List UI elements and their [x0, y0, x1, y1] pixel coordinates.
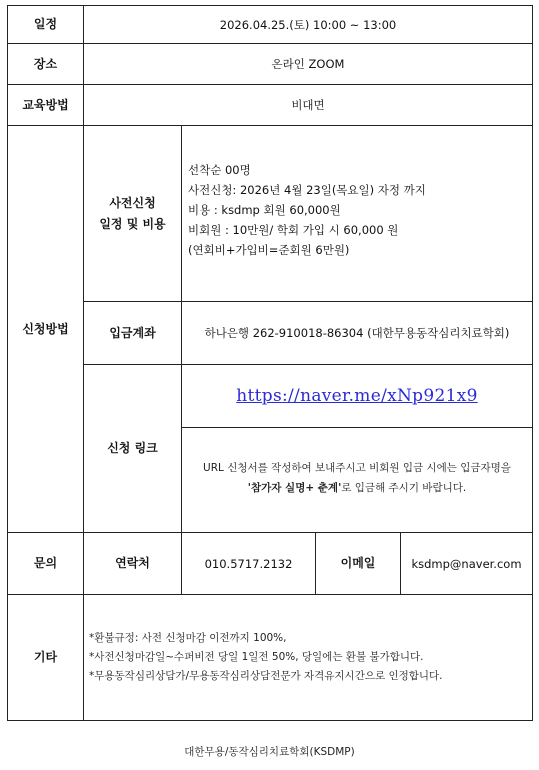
email-label: 이메일	[340, 556, 376, 570]
footer-organization: 대한무용/동작심리치료학회(KSDMP)	[184, 746, 355, 758]
link-note-rest: 로 입금해 주시기 바랍니다.	[341, 482, 467, 494]
schedule-line: 선착순 00명	[188, 163, 251, 177]
schedule-label-line2: 일정 및 비용	[99, 216, 166, 231]
etc-line: *무용동작심리상담가/무용동작심리상담전문가 자격유지시간으로 인정합니다.	[89, 670, 443, 682]
contact-label: 문의	[33, 556, 58, 570]
schedule-line: (연회비+가입비=준회원 6만원)	[188, 243, 350, 257]
method-value: 비대면	[291, 98, 325, 112]
schedule-line: 비회원 : 10만원/ 학회 가입 시 60,000 원	[188, 223, 399, 237]
method-label: 교육방법	[22, 97, 69, 112]
place-value: 온라인 ZOOM	[271, 57, 345, 71]
link-note-line2	[182, 478, 532, 498]
schedule-line: 사전신청: 2026년 4월 23일(목요일) 자정 까지	[188, 183, 426, 197]
place-label: 장소	[33, 56, 58, 71]
schedule-line: 비용 : ksdmp 회원 60,000원	[188, 203, 341, 217]
email-value[interactable]: ksdmp@naver.com	[411, 556, 522, 571]
link-note-bold: '참가자 실명+ 춘계'	[247, 482, 342, 494]
etc-line: *환불규정: 사전 신청마감 이전까지 100%,	[89, 632, 287, 644]
link-cell	[182, 365, 532, 427]
date-value: 2026.04.25.(토) 10:00 ~ 13:00	[219, 17, 397, 32]
link-label: 신청 링크	[107, 441, 158, 455]
link-note-line1: URL 신청서를 작성하여 보내주시고 비회원 입금 시에는 입금자명을	[203, 462, 511, 474]
etc-notes	[89, 629, 529, 686]
etc-label: 기타	[33, 650, 58, 664]
account-value: 하나은행 262-910018-86304 (대한무용동작심리치료학회)	[204, 326, 510, 340]
apply-method-label: 신청방법	[22, 321, 69, 336]
schedule-label-line1: 사전신청	[109, 195, 156, 210]
application-link[interactable]: https://naver.me/xNp921x9	[236, 386, 478, 406]
phone-value: 010.5717.2132	[204, 556, 293, 571]
account-label: 입금계좌	[109, 325, 156, 340]
date-label: 일정	[33, 17, 58, 31]
schedule-details	[188, 160, 528, 260]
link-note	[182, 458, 532, 498]
etc-line: *사전신청마감일~수퍼비전 당일 1일전 50%, 당일에는 환불 불가합니다.	[89, 651, 424, 663]
phone-label: 연락처	[115, 556, 150, 570]
schedule-label	[84, 126, 181, 301]
